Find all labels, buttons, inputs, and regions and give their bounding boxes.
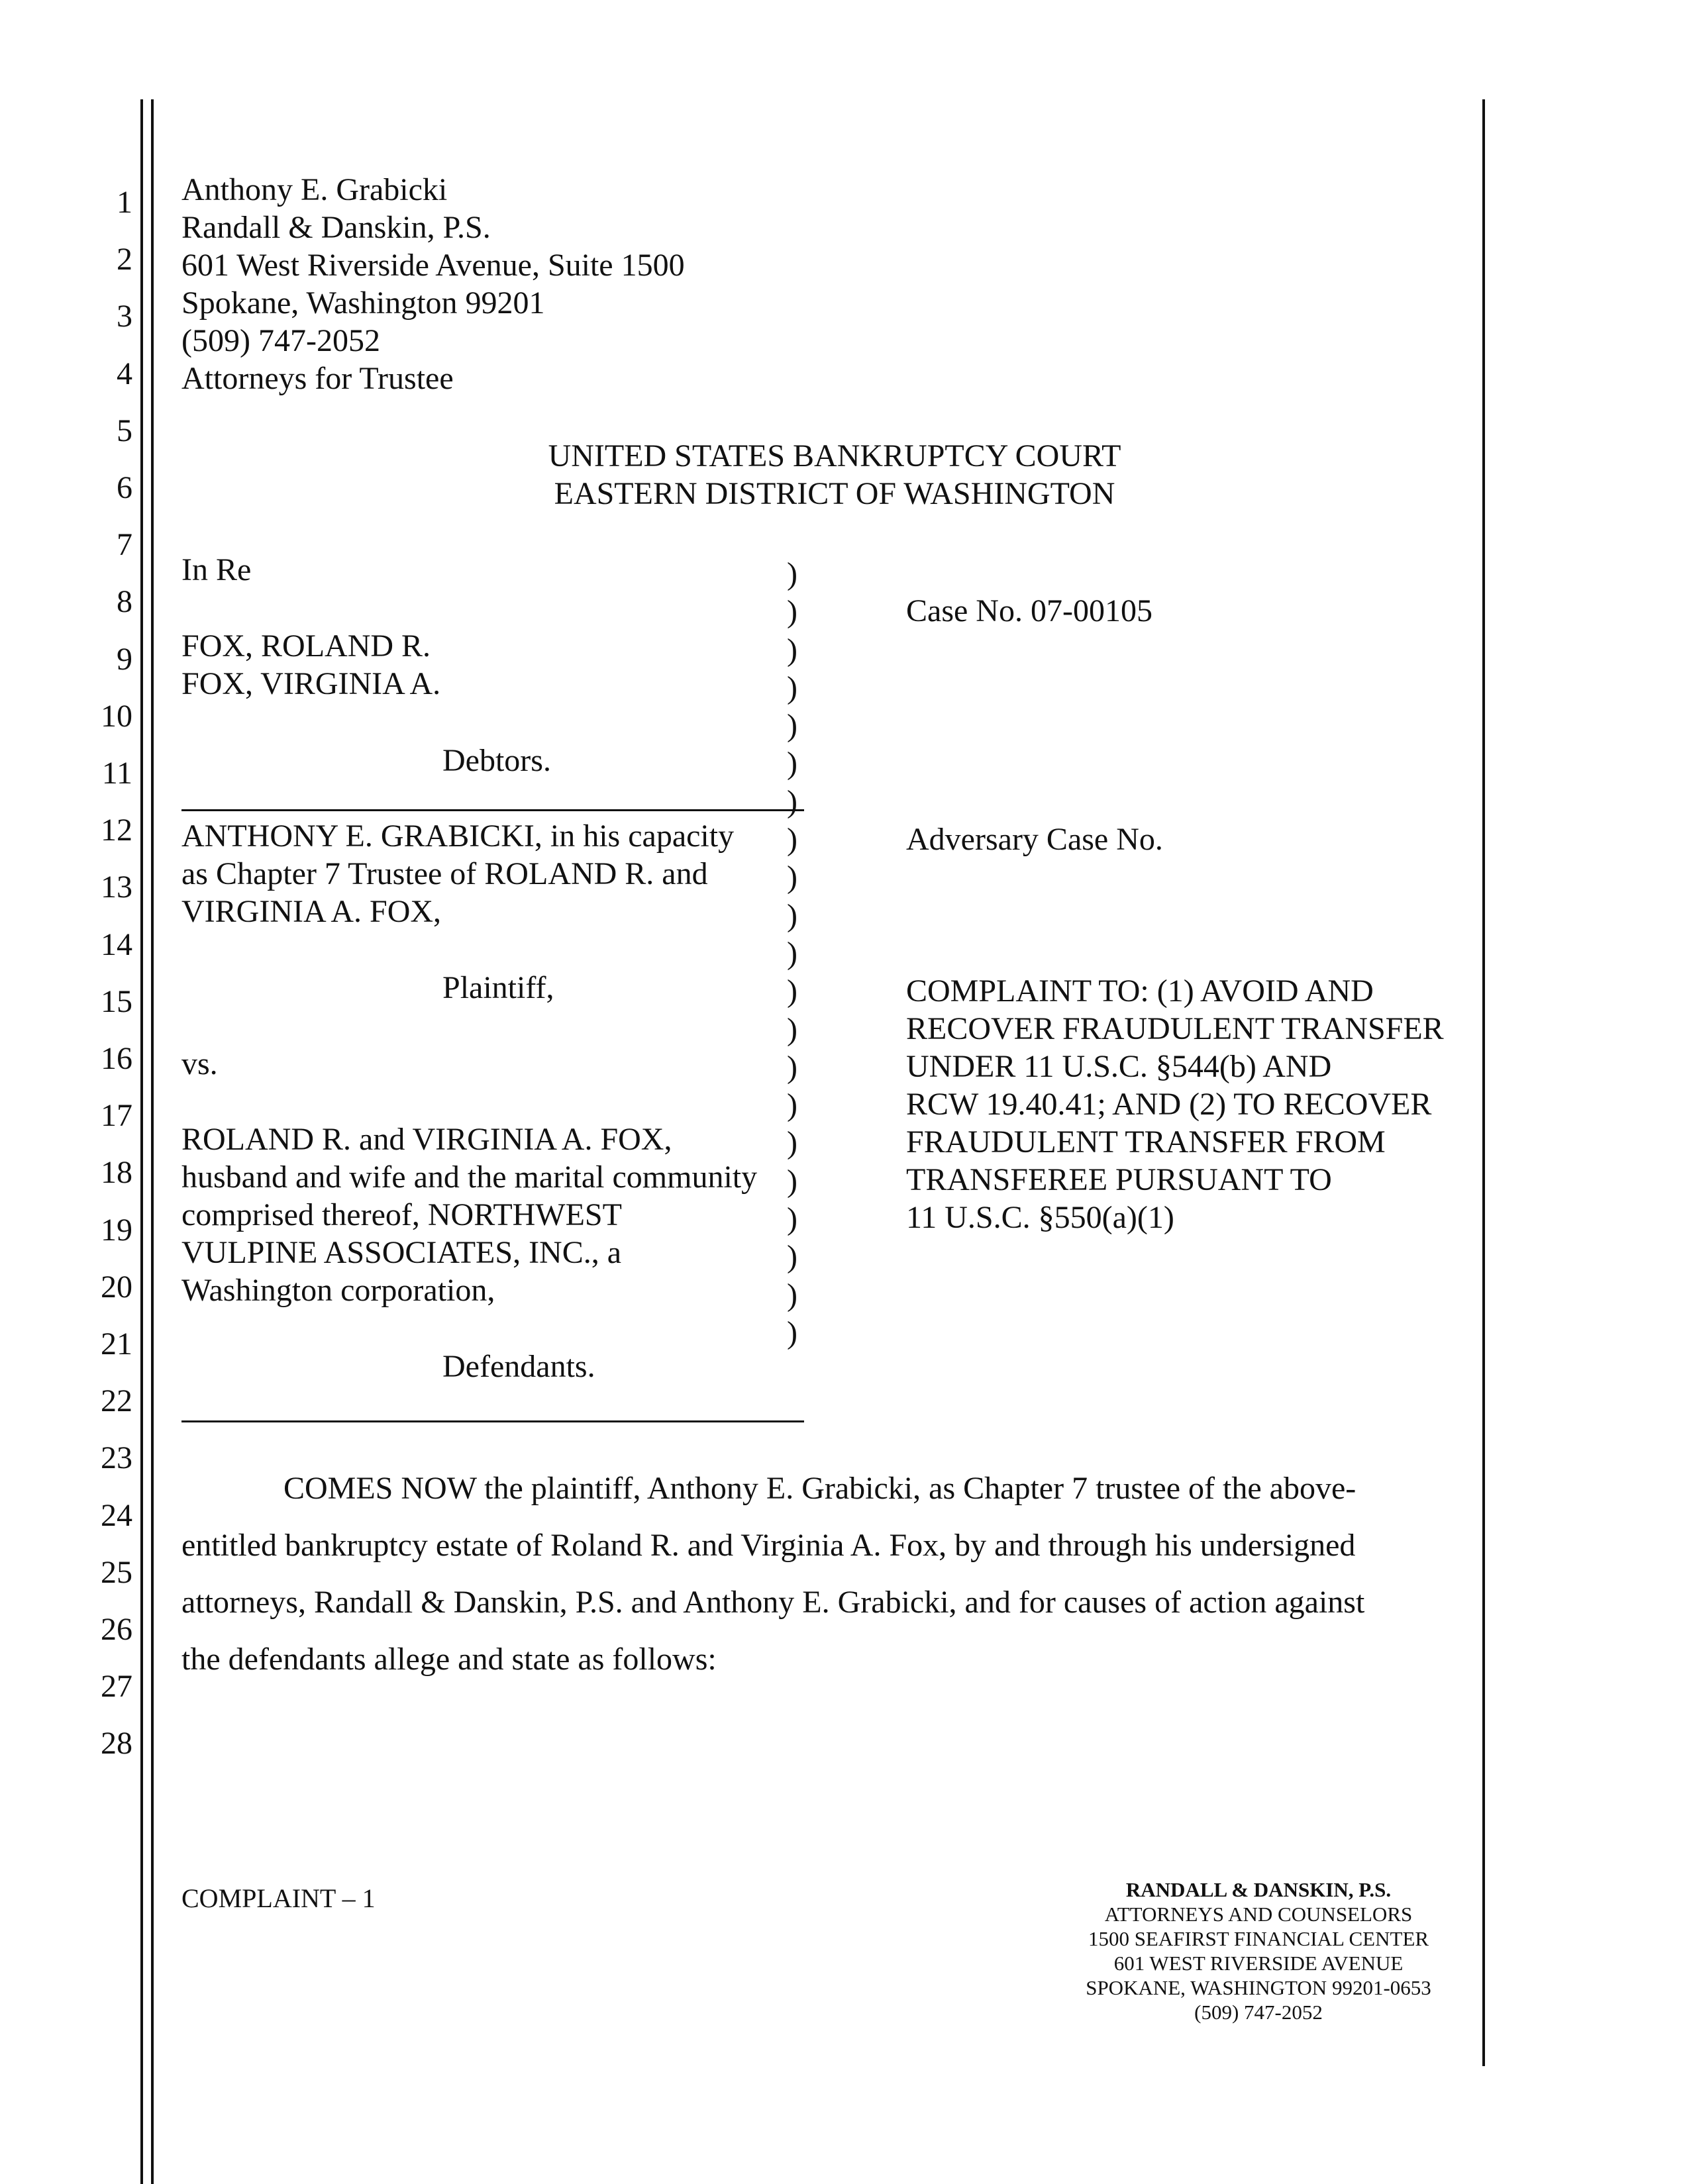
line-number: 27 xyxy=(101,1669,132,1705)
footer-line-1: ATTORNEYS AND COUNSELORS xyxy=(1104,1903,1413,1926)
line-number: 28 xyxy=(101,1726,132,1762)
line-number: 14 xyxy=(101,926,132,962)
body-paragraph xyxy=(181,1460,1453,1688)
versus: vs. xyxy=(181,1046,218,1081)
caption-paren: ) xyxy=(787,935,797,971)
line-number: 15 xyxy=(101,983,132,1019)
left-margin-rule-outer xyxy=(140,99,143,2184)
plaintiff-line-3: VIRGINIA A. FOX, xyxy=(181,894,442,929)
line-number: 12 xyxy=(101,813,132,848)
defendant-block xyxy=(181,1120,757,1309)
caption-rule-2 xyxy=(181,1420,804,1422)
body-line-3: attorneys, Randall & Danskin, P.S. and Anthony E. Grabicki, and for causes of action against xyxy=(181,1585,1365,1620)
complaint-title-line-2: RECOVER FRAUDULENT TRANSFER xyxy=(906,1011,1444,1046)
footer-line-4: SPOKANE, WASHINGTON 99201-0653 xyxy=(1086,1976,1431,1999)
footer-line-3: 601 WEST RIVERSIDE AVENUE xyxy=(1113,1952,1404,1975)
complaint-title xyxy=(906,972,1444,1236)
complaint-title-line-4: RCW 19.40.41; AND (2) TO RECOVER xyxy=(906,1087,1432,1122)
court-district: EASTERN DISTRICT OF WASHINGTON xyxy=(554,476,1115,511)
caption-paren: ) xyxy=(787,783,797,819)
line-number: 22 xyxy=(101,1383,132,1419)
attorney-address-2: Spokane, Washington 99201 xyxy=(181,285,545,321)
line-number: 13 xyxy=(101,869,132,905)
footer-line-5: (509) 747-2052 xyxy=(1194,2001,1323,2024)
caption-paren: ) xyxy=(787,1049,797,1085)
caption-paren: ) xyxy=(787,860,797,895)
footer-firm-block xyxy=(1033,1877,1484,2024)
in-re: In Re xyxy=(181,552,252,587)
complaint-title-line-3: UNDER 11 U.S.C. §544(b) AND xyxy=(906,1049,1332,1084)
plaintiff-label: Plaintiff, xyxy=(442,970,554,1005)
line-number: 23 xyxy=(101,1440,132,1476)
caption-paren: ) xyxy=(787,556,797,591)
line-number: 6 xyxy=(117,470,132,505)
defendant-line-1: ROLAND R. and VIRGINIA A. FOX, xyxy=(181,1122,672,1157)
line-number: 26 xyxy=(101,1612,132,1647)
caption-paren: ) xyxy=(787,1239,797,1275)
caption-paren: ) xyxy=(787,1315,797,1350)
line-number: 7 xyxy=(117,527,132,563)
defendant-line-4: VULPINE ASSOCIATES, INC., a xyxy=(181,1235,622,1270)
line-number: 21 xyxy=(101,1326,132,1362)
complaint-title-line-6: TRANSFEREE PURSUANT TO xyxy=(906,1162,1332,1197)
case-number: Case No. 07-00105 xyxy=(906,593,1152,628)
line-number: 20 xyxy=(101,1269,132,1305)
attorney-address-1: 601 West Riverside Avenue, Suite 1500 xyxy=(181,248,685,283)
caption-paren: ) xyxy=(787,746,797,781)
caption-paren: ) xyxy=(787,594,797,630)
defendant-line-3: comprised thereof, NORTHWEST xyxy=(181,1197,622,1232)
complaint-title-line-7: 11 U.S.C. §550(a)(1) xyxy=(906,1200,1174,1235)
footer-firm-name: RANDALL & DANSKIN, P.S. xyxy=(1125,1878,1392,1901)
line-number: 8 xyxy=(117,584,132,620)
debtor-2: FOX, VIRGINIA A. xyxy=(181,666,441,701)
caption-rule-1 xyxy=(181,809,804,811)
attorney-firm: Randall & Danskin, P.S. xyxy=(181,210,491,245)
complaint-title-line-1: COMPLAINT TO: (1) AVOID AND xyxy=(906,973,1374,1009)
footer-page-label: COMPLAINT – 1 xyxy=(181,1883,376,1913)
attorney-block xyxy=(181,171,685,397)
caption-paren: ) xyxy=(787,1163,797,1199)
line-number: 11 xyxy=(101,756,132,791)
caption-paren: ) xyxy=(787,897,797,933)
caption-paren-column xyxy=(787,555,813,1352)
attorney-role: Attorneys for Trustee xyxy=(181,361,454,396)
line-number: 2 xyxy=(117,242,132,277)
debtor-1: FOX, ROLAND R. xyxy=(181,628,431,664)
court-name: UNITED STATES BANKRUPTCY COURT xyxy=(548,438,1121,473)
caption-paren: ) xyxy=(787,670,797,705)
adversary-case-number: Adversary Case No. xyxy=(906,822,1163,857)
defendant-line-5: Washington corporation, xyxy=(181,1273,495,1308)
body-line-4: the defendants allege and state as follows: xyxy=(181,1642,717,1677)
court-heading xyxy=(464,437,1205,513)
debtors-label: Debtors. xyxy=(442,743,551,778)
defendant-line-2: husband and wife and the marital community xyxy=(181,1160,758,1195)
right-margin-rule xyxy=(1482,99,1485,2066)
line-number: 16 xyxy=(101,1041,132,1076)
plaintiff-line-1: ANTHONY E. GRABICKI, in his capacity xyxy=(181,819,735,854)
line-number: 4 xyxy=(117,356,132,391)
caption-paren: ) xyxy=(787,822,797,858)
caption-paren: ) xyxy=(787,1201,797,1237)
line-number: 1 xyxy=(117,185,132,220)
body-line-2: entitled bankruptcy estate of Roland R. and Virginia A. Fox, by and through his undersigned xyxy=(181,1528,1356,1563)
line-number: 3 xyxy=(117,299,132,334)
plaintiff-line-2: as Chapter 7 Trustee of ROLAND R. and xyxy=(181,856,708,891)
caption-paren: ) xyxy=(787,632,797,668)
body-line-1: COMES NOW the plaintiff, Anthony E. Grabicki, as Chapter 7 trustee of the above- xyxy=(283,1471,1356,1506)
caption-paren: ) xyxy=(787,1011,797,1047)
line-number: 10 xyxy=(101,698,132,734)
line-number: 5 xyxy=(117,413,132,448)
line-number: 25 xyxy=(101,1554,132,1590)
caption-paren: ) xyxy=(787,1277,797,1313)
line-number: 9 xyxy=(117,641,132,677)
caption-paren: ) xyxy=(787,1125,797,1161)
defendants-label: Defendants. xyxy=(442,1349,595,1384)
caption-paren: ) xyxy=(787,1087,797,1123)
line-number: 24 xyxy=(101,1497,132,1533)
caption-paren: ) xyxy=(787,973,797,1009)
line-number: 19 xyxy=(101,1212,132,1248)
left-margin-rule-inner xyxy=(151,99,154,2184)
footer-line-2: 1500 SEAFIRST FINANCIAL CENTER xyxy=(1088,1927,1429,1950)
complaint-title-line-5: FRAUDULENT TRANSFER FROM xyxy=(906,1124,1386,1160)
attorney-name: Anthony E. Grabicki xyxy=(181,172,448,207)
caption-paren: ) xyxy=(787,708,797,744)
attorney-phone: (509) 747-2052 xyxy=(181,323,380,358)
line-number: 17 xyxy=(101,1098,132,1134)
line-number: 18 xyxy=(101,1155,132,1191)
plaintiff-block xyxy=(181,817,734,930)
